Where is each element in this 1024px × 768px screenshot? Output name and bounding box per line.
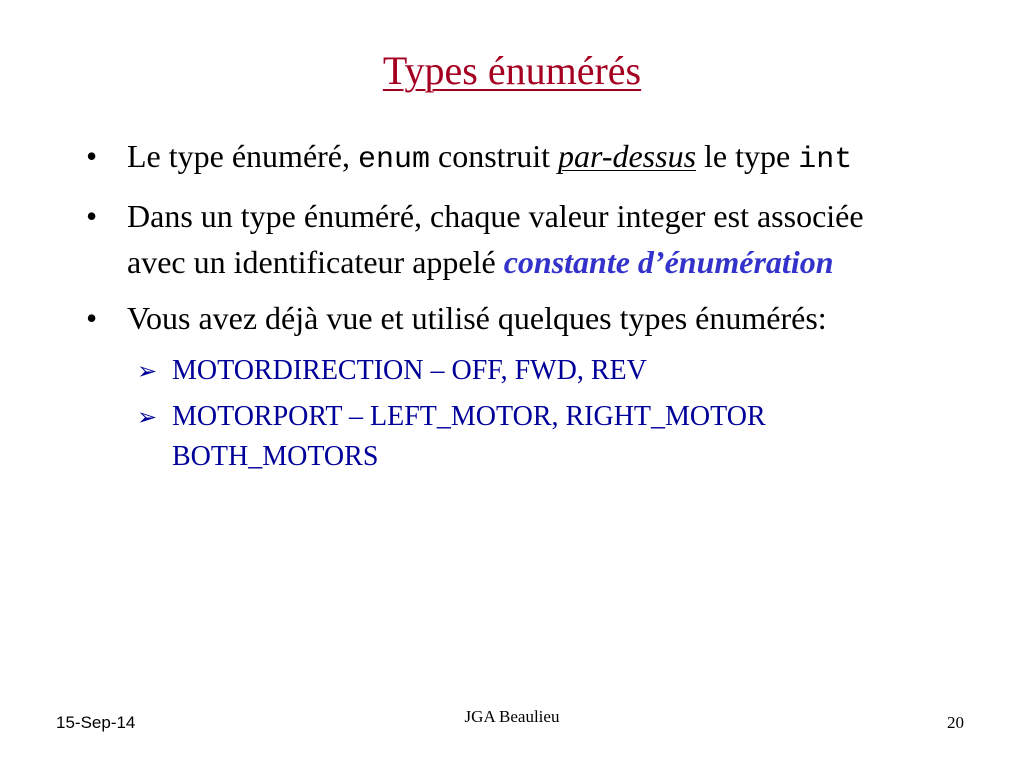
bullet-item — [82, 133, 922, 183]
slide-title: Types énumérés — [382, 48, 642, 93]
sub-bullet-text: MOTORDIRECTION – OFF, FWD, REV — [172, 355, 647, 386]
arrow-bullet-icon: ➢ — [137, 403, 158, 431]
footer-date: 15-Sep-14 — [56, 713, 136, 732]
sub-bullet-text: MOTORPORT – LEFT_MOTOR, RIGHT_MOTOR BOTH_MOTORS — [172, 401, 766, 472]
sub-bullet-item — [82, 397, 922, 477]
bullet-item — [82, 295, 922, 341]
bullet-text: le type — [696, 138, 799, 174]
footer-author: JGA Beaulieu — [464, 707, 560, 726]
code-keyword: enum — [358, 143, 431, 177]
bullet-dot-icon: • — [86, 300, 98, 336]
page-number: 20 — [947, 713, 964, 732]
emphasis-text: par-dessus — [558, 138, 697, 174]
bullet-dot-icon: • — [86, 198, 98, 234]
emphasis-term: constante d’énumération — [503, 244, 834, 280]
slide-body — [82, 133, 922, 483]
bullet-text: construit — [430, 138, 558, 174]
bullet-text: Le type énuméré, — [127, 138, 358, 174]
sub-bullet-item — [82, 351, 922, 391]
bullet-item — [82, 193, 922, 285]
bullet-text: Vous avez déjà vue et utilisé quelques types énumérés: — [127, 300, 827, 336]
bullet-dot-icon: • — [86, 138, 98, 174]
bullet-text: Dans un type énuméré, chaque valeur integer est associée avec un identificateur appelé — [127, 198, 864, 280]
code-keyword: int — [798, 143, 853, 177]
arrow-bullet-icon: ➢ — [137, 357, 158, 385]
